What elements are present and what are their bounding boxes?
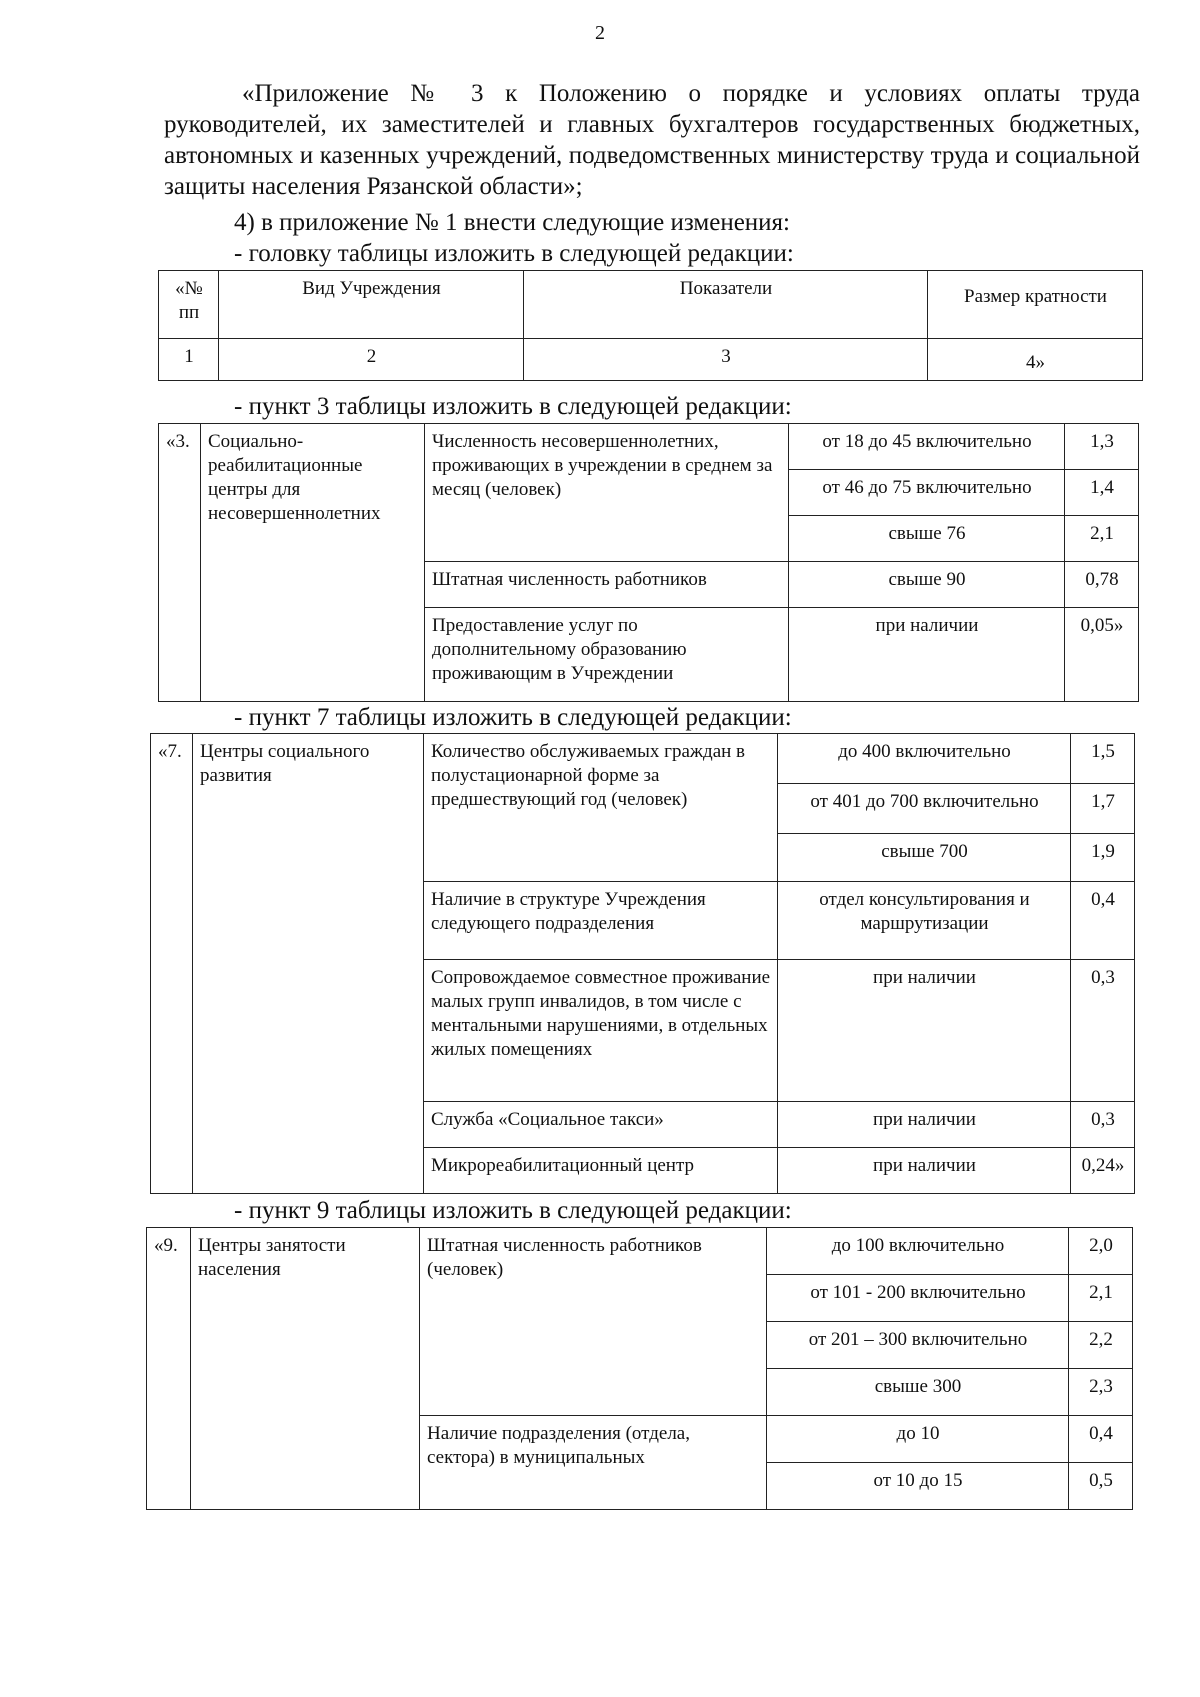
table-item-3 (158, 423, 1139, 702)
p7-condition-4: отдел консультирования и маршрутизации (778, 882, 1071, 960)
p7-value-4: 0,4 (1071, 882, 1135, 960)
p7-number: «7. (151, 734, 193, 1194)
p3-condition-4: свыше 90 (789, 562, 1065, 608)
p9-condition-3: от 201 – 300 включительно (767, 1322, 1069, 1369)
p3-indicator-1: Численность несовершеннолетних, проживающих в учреждении в среднем за месяц (человек) (425, 424, 789, 562)
p9-number: «9. (147, 1228, 191, 1510)
p7-instruction: - пункт 7 таблицы изложить в следующей редакции: (234, 704, 792, 731)
head-col-multiplier: Размер кратности (928, 271, 1143, 339)
head-num-1: 1 (159, 339, 219, 381)
p7-condition-1: до 400 включительно (778, 734, 1071, 784)
table-item-9 (146, 1227, 1133, 1510)
p9-indicator-1: Штатная численность работников (человек) (420, 1228, 767, 1416)
head-col-number: «№ пп (159, 271, 219, 339)
table-item-7 (150, 733, 1135, 1194)
head-num-3: 3 (524, 339, 928, 381)
p7-value-1: 1,5 (1071, 734, 1135, 784)
p3-value-5: 0,05» (1065, 608, 1139, 702)
head-num-2: 2 (219, 339, 524, 381)
p3-number: «3. (159, 424, 201, 702)
p9-condition-5: до 10 (767, 1416, 1069, 1463)
p7-institution-type: Центры социального развития (193, 734, 424, 1194)
head-num-4: 4» (928, 339, 1143, 381)
item-4-text: 4) в приложение № 1 внести следующие изменения: (234, 209, 790, 236)
p3-condition-2: от 46 до 75 включительно (789, 470, 1065, 516)
intro-block (164, 78, 1140, 202)
p9-condition-2: от 101 - 200 включительно (767, 1275, 1069, 1322)
p9-indicator-2: Наличие подразделения (отдела, сектора) в муниципальных (420, 1416, 767, 1510)
p7-value-5: 0,3 (1071, 960, 1135, 1102)
p7-condition-2: от 401 до 700 включительно (778, 784, 1071, 834)
p7-value-7: 0,24» (1071, 1148, 1135, 1194)
p3-condition-1: от 18 до 45 включительно (789, 424, 1065, 470)
p7-value-2: 1,7 (1071, 784, 1135, 834)
p9-value-2: 2,1 (1069, 1275, 1133, 1322)
intro-paragraph: «Приложение № 3 к Положению о порядке и условиях оплаты труда руководителей, их заместителей и главных бухгалтеров государственных бюджетных, автономных и казенных учреждений, подведомственных министерству труда и социальной защиты населения Рязанской области»; (164, 80, 1140, 200)
p3-value-3: 2,1 (1065, 516, 1139, 562)
head-col-indicators: Показатели (524, 271, 928, 339)
p7-condition-3: свыше 700 (778, 834, 1071, 882)
page-number: 2 (595, 22, 605, 44)
p3-condition-5: при наличии (789, 608, 1065, 702)
p9-condition-1: до 100 включительно (767, 1228, 1069, 1275)
p9-value-1: 2,0 (1069, 1228, 1133, 1275)
p3-institution-type: Социально-реабилитационные центры для несовершеннолетних (201, 424, 425, 702)
p7-indicator-2: Наличие в структуре Учреждения следующего подразделения (424, 882, 778, 960)
p7-condition-5: при наличии (778, 960, 1071, 1102)
p7-condition-7: при наличии (778, 1148, 1071, 1194)
p3-value-4: 0,78 (1065, 562, 1139, 608)
head-instruction: - головку таблицы изложить в следующей редакции: (234, 240, 794, 267)
p7-condition-6: при наличии (778, 1102, 1071, 1148)
p3-value-2: 1,4 (1065, 470, 1139, 516)
p3-value-1: 1,3 (1065, 424, 1139, 470)
p7-value-6: 0,3 (1071, 1102, 1135, 1148)
head-col-type: Вид Учреждения (219, 271, 524, 339)
p7-value-3: 1,9 (1071, 834, 1135, 882)
p3-instruction: - пункт 3 таблицы изложить в следующей редакции: (234, 393, 792, 420)
p9-condition-6: от 10 до 15 (767, 1463, 1069, 1510)
p7-indicator-5: Микрореабилитационный центр (424, 1148, 778, 1194)
p9-value-6: 0,5 (1069, 1463, 1133, 1510)
p9-value-4: 2,3 (1069, 1369, 1133, 1416)
p3-indicator-3: Предоставление услуг по дополнительному образованию проживающим в Учреждении (425, 608, 789, 702)
p9-institution-type: Центры занятости населения (191, 1228, 420, 1510)
p7-indicator-3: Сопровождаемое совместное проживание малых групп инвалидов, в том числе с ментальными нарушениями, в отдельных жилых помещениях (424, 960, 778, 1102)
p3-condition-3: свыше 76 (789, 516, 1065, 562)
head-table (158, 270, 1143, 381)
p7-indicator-4: Служба «Социальное такси» (424, 1102, 778, 1148)
p9-value-3: 2,2 (1069, 1322, 1133, 1369)
p3-indicator-2: Штатная численность работников (425, 562, 789, 608)
p9-value-5: 0,4 (1069, 1416, 1133, 1463)
p9-condition-4: свыше 300 (767, 1369, 1069, 1416)
p7-indicator-1: Количество обслуживаемых граждан в полустационарной форме за предшествующий год (человек) (424, 734, 778, 882)
p9-instruction: - пункт 9 таблицы изложить в следующей редакции: (234, 1197, 792, 1224)
